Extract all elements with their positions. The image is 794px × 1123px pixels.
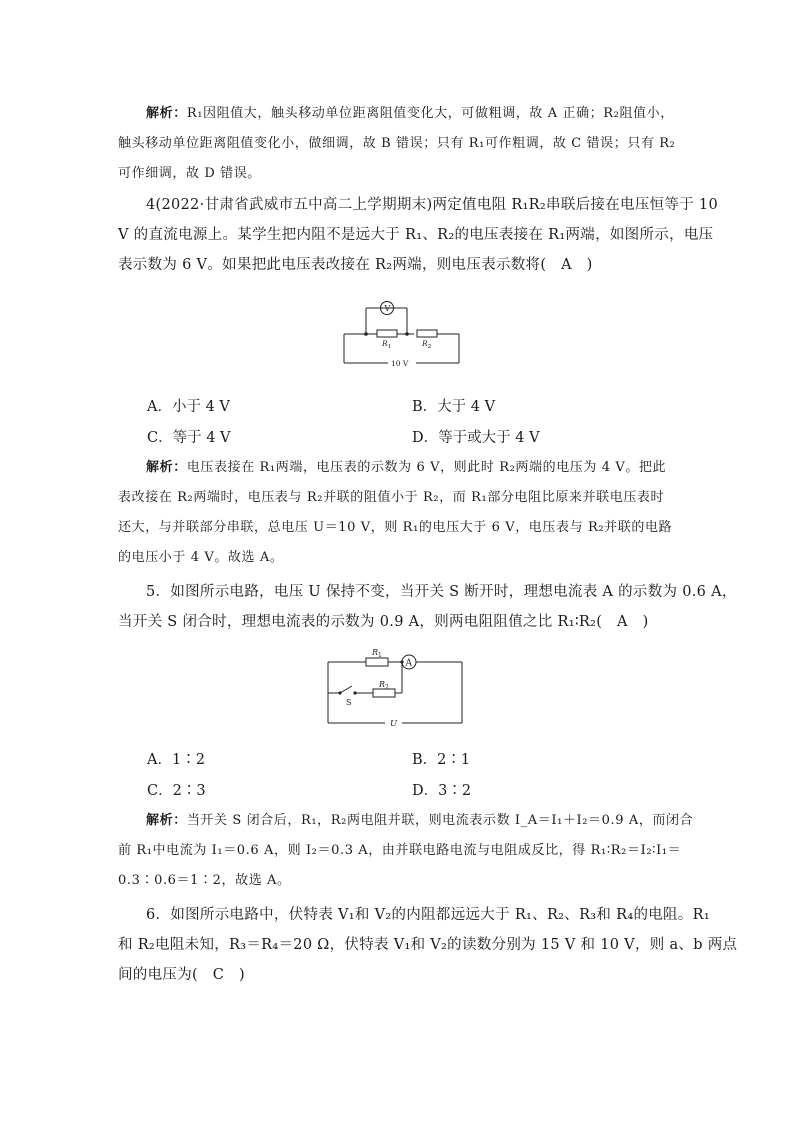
svg-text:R1 (371, 648, 382, 659)
solution-label: 解析： (146, 813, 187, 828)
r1-label: R (382, 339, 388, 348)
solution-q4-line-1: 解析：电压表接在 R₁两端，电压表的示数为 6 V，则此时 R₂两端的电压为 4 V。把此 (146, 460, 667, 475)
solution-label: 解析： (146, 106, 187, 121)
circuit-figure-q5 (322, 644, 468, 730)
question-4-line-2: V 的直流电源上。某学生把内阻不是远大于 R₁、R₂的电压表接在 R₁两端，如图所示，电压 (118, 227, 714, 243)
q5-option-d: D．3∶2 (412, 783, 472, 799)
solution-q3 (118, 99, 684, 189)
r1-subscript: 1 (378, 652, 382, 659)
source-voltage-label: U (390, 719, 398, 729)
q4-option-b: B．大于 4 V (412, 399, 496, 415)
ammeter-label: A (405, 658, 412, 669)
q5-option-b: B．2∶1 (412, 752, 471, 768)
q4-option-c: C．等于 4 V (147, 430, 231, 446)
question-6-line-3: 间的电压为( C ) (118, 967, 245, 983)
question-6-line-2: 和 R₂电阻未知，R₃＝R₄＝20 Ω，伏特表 V₁和 V₂的读数分别为 15 V 和 10 V，则 a、b 两点 (118, 937, 738, 953)
solution-q4-line-2: 表改接在 R₂两端时，电压表与 R₂并联的阻值小于 R₂，而 R₁部分电阻比原来并联电压表时 (118, 490, 665, 505)
circuit-figure-q4 (336, 296, 466, 372)
r1-subscript: 1 (387, 344, 392, 350)
question-4-line-1: 4(2022·甘肃省武威市五中高二上学期期末)两定值电阻 R₁R₂串联后接在电压恒等于 10 (146, 197, 718, 213)
solution-q3-line-3: 可作细调，故 D 错误。 (118, 166, 261, 181)
solution-q4-line-3: 还大，与并联部分串联，总电压 U＝10 V，则 R₁的电压大于 6 V，电压表与 R₂并联的电路 (118, 520, 673, 535)
question-6 (118, 900, 738, 990)
r2-label: R (379, 680, 386, 689)
solution-q5 (118, 806, 694, 896)
solution-label: 解析： (146, 460, 187, 475)
solution-q4 (118, 453, 684, 573)
r2-label: R (422, 339, 428, 348)
r1-label: R (372, 648, 379, 657)
question-5 (118, 577, 737, 637)
solution-q5-line-3: 0.3∶0.6＝1∶2，故选 A。 (118, 873, 291, 888)
question-4 (118, 190, 718, 280)
question-6-line-1: 6．如图所示电路中，伏特表 V₁和 V₂的内阻都远远大于 R₁、R₂、R₃和 R₄的电阻。R₁ (146, 907, 710, 923)
q5-option-a: A．1∶2 (147, 752, 205, 768)
source-voltage-label: 10 V (391, 359, 409, 368)
q4-option-d: D．等于或大于 4 V (412, 430, 540, 446)
q5-option-c: C．2∶3 (147, 783, 206, 799)
q4-option-a: A．小于 4 V (147, 399, 230, 415)
r2-subscript: 2 (427, 344, 432, 350)
solution-q5-line-1: 解析：当开关 S 闭合后，R₁，R₂两电阻并联，则电流表示数 I_A＝I₁＋I₂＝0.9 A，而闭合 (146, 813, 694, 828)
r2-subscript: 2 (385, 684, 389, 691)
switch-label: S (346, 698, 352, 707)
solution-q3-line-1: 解析：R₁因阻值大，触头移动单位距离阻值变化大，可做粗调，故 A 正确；R₂阻值小， (146, 106, 674, 121)
svg-text:R1 (381, 339, 391, 350)
solution-q4-line-4: 的电压小于 4 V。故选 A。 (118, 550, 284, 565)
solution-q3-line-2: 触头移动单位距离阻值变化小，做细调，故 B 错误；只有 R₁可作粗调，故 C 错误；只有 R₂ (118, 136, 676, 151)
question-5-line-1: 5．如图所示电路，电压 U 保持不变，当开关 S 断开时，理想电流表 A 的示数为 0.6 A， (146, 584, 737, 600)
solution-q5-line-2: 前 R₁中电流为 I₁＝0.6 A，则 I₂＝0.3 A，由并联电路电流与电阻成反比，得 R₁∶R₂＝I₂∶I₁＝ (118, 843, 682, 858)
question-5-line-2: 当开关 S 闭合时，理想电流表的示数为 0.9 A，则两电阻阻值之比 R₁∶R₂( A ) (118, 614, 649, 630)
voltmeter-label: V (384, 304, 391, 313)
svg-text:R2 (421, 339, 431, 350)
question-4-line-3: 表示数为 6 V。如果把此电压表改接在 R₂两端，则电压表示数将( A ) (118, 257, 593, 273)
